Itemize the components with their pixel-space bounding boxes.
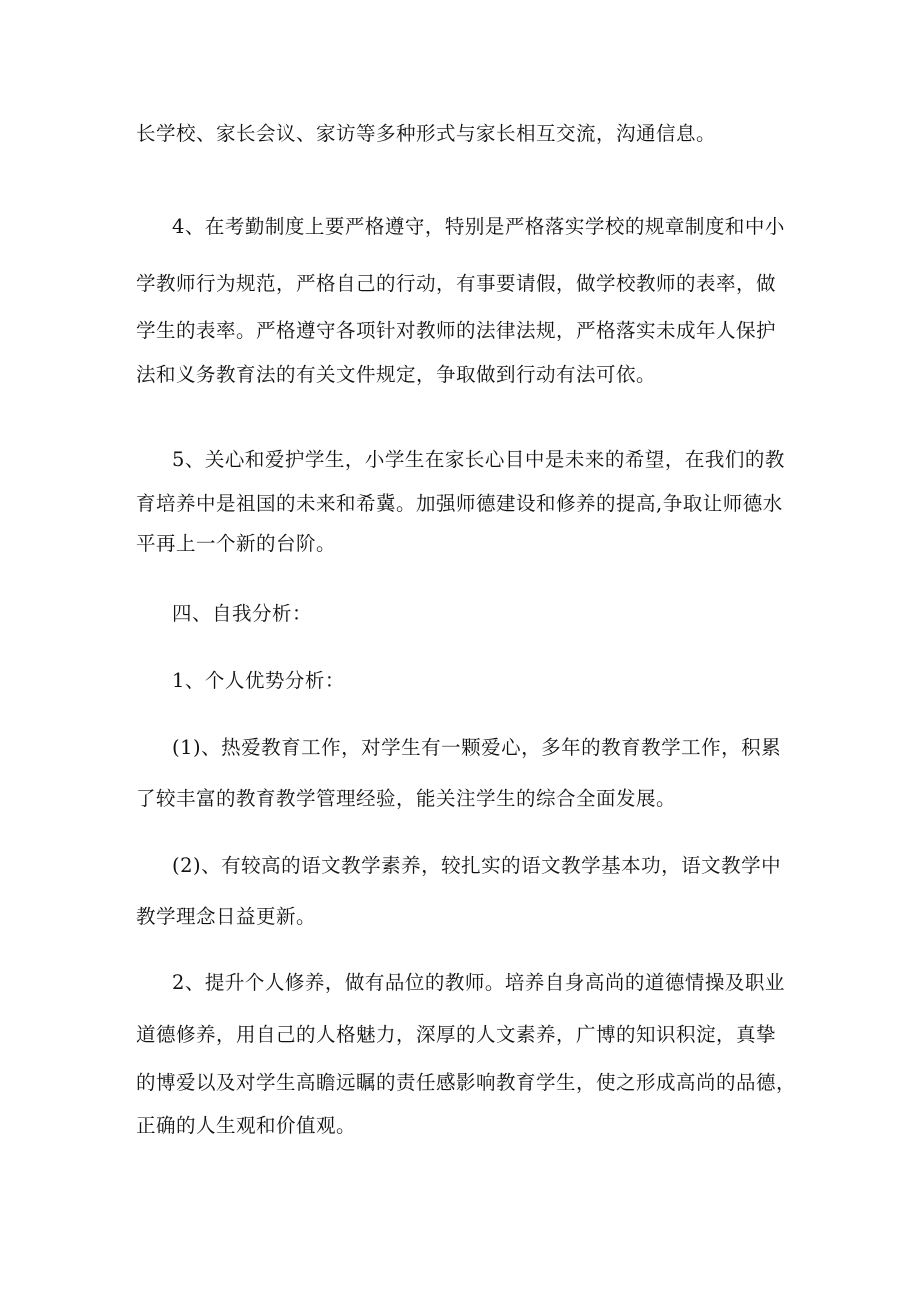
paragraph-text-line: 正确的人生观和价值观。 (136, 1114, 357, 1137)
paragraph-text-line: 法和义务教育法的有关文件规定，争取做到行动有法可依。 (136, 363, 657, 386)
section-heading: 四、自我分析： (172, 602, 313, 625)
paragraph-text-line: 平再上一个新的台阶。 (136, 532, 337, 555)
sub-heading: 1、个人优势分析： (172, 669, 345, 692)
paragraph-text-line: 教学理念日益更新。 (136, 905, 317, 928)
paragraph-text-line: 的博爱以及对学生高瞻远瞩的责任感影响教育学生，使之形成高尚的品德， (136, 1071, 797, 1094)
paragraph-text-line: 5、关心和爱护学生，小学生在家长心目中是未来的希望，在我们的教 (172, 448, 785, 471)
paragraph-text-line: 4、在考勤制度上要严格遵守，特别是严格落实学校的规章制度和中小 (172, 215, 785, 238)
paragraph-text-line: 育培养中是祖国的未来和希冀。加强师德建设和修养的提高,争取让师德水 (136, 492, 783, 515)
paragraph-text-line: 学生的表率。严格遵守各项针对教师的法律法规，严格落实未成年人保护 (136, 319, 777, 342)
paragraph-text-line: (1)、热爱教育工作，对学生有一颗爱心，多年的教育教学工作，积累 (172, 736, 782, 759)
paragraph-text-line: 了较丰富的教育教学管理经验，能关注学生的综合全面发展。 (136, 787, 677, 810)
paragraph-text-line: 2、提升个人修养，做有品位的教师。培养自身高尚的道德情操及职业 (172, 971, 785, 994)
paragraph-text-line: 学教师行为规范，严格自己的行动，有事要请假，做学校教师的表率，做 (136, 272, 777, 295)
paragraph-text-line: 道德修养，用自己的人格魅力，深厚的人文素养，广博的知识积淀，真挚 (136, 1023, 777, 1046)
paragraph-text-line: 长学校、家长会议、家访等多种形式与家长相互交流，沟通信息。 (136, 122, 717, 145)
paragraph-text-line: (2)、有较高的语文教学素养，较扎实的语文教学基本功，语文教学中 (172, 854, 782, 877)
